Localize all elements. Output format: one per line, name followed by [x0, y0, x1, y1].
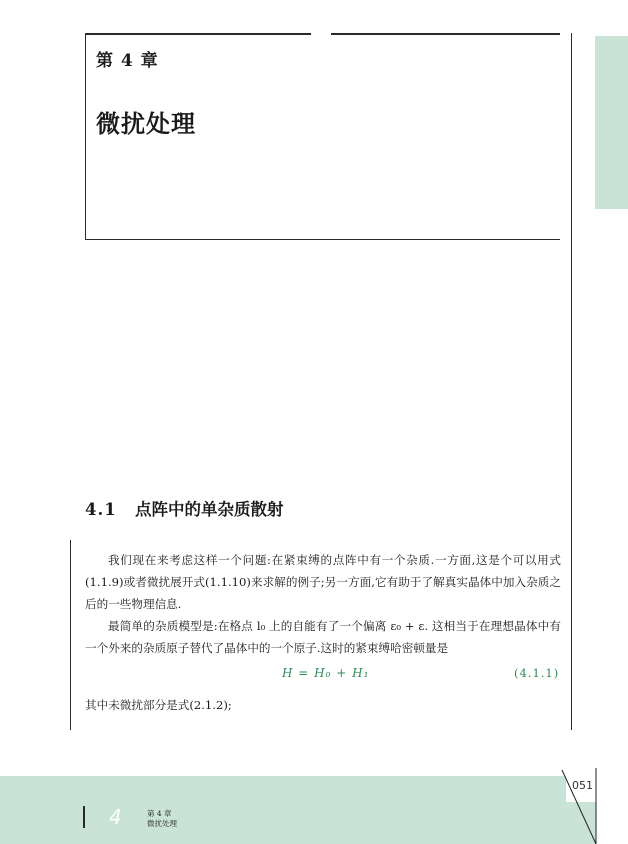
top-rule-right [331, 33, 560, 35]
footer-chapter-digit: 4 [109, 805, 122, 829]
right-border [571, 33, 572, 730]
section-heading [85, 496, 284, 520]
paragraph-1 [85, 549, 561, 615]
top-rule-left [85, 33, 311, 35]
footer-corner-lines [560, 768, 628, 844]
left-margin-tick [70, 540, 71, 730]
equation: H = H₀ + H₁ [282, 666, 370, 680]
footer-band [0, 776, 566, 802]
side-tab [595, 36, 628, 209]
chapter-title: 微扰处理 [96, 109, 196, 138]
section-title: 点阵中的单杂质散射 [135, 500, 284, 519]
footer-band-lower [0, 802, 596, 844]
footer-divider [83, 806, 85, 828]
page-number: 051 [572, 779, 593, 792]
chapter-label: 第 4 章 [96, 51, 159, 71]
section-number: 4.1 [85, 500, 117, 519]
paragraph-2 [85, 615, 561, 659]
footer-chapter-title: 微扰处理 [147, 819, 177, 828]
header-bottom-rule [85, 239, 560, 240]
footer-chapter-label: 第 4 章 [147, 809, 172, 818]
paragraph-text: 最简单的杂质模型是:在格点 l₀ 上的自能有了一个偏离 ε₀ + ε. 这相当于在理想晶体中有一个外来的杂质原子替代了晶体中的一个原子.这时的紧束缚哈密顿量是 [85, 619, 561, 655]
left-border [85, 33, 86, 240]
paragraph-tail: 其中未微扰部分是式(2.1.2); [85, 698, 232, 712]
equation-number: (4.1.1) [514, 666, 560, 680]
paragraph-text: 我们现在来考虑这样一个问题:在紧束缚的点阵中有一个杂质.一方面,这是个可以用式(1.1.9)或者微扰展开式(1.1.10)来求解的例子;另一方面,它有助于了解真实晶体中加入杂质之后的一些物理信息. [85, 553, 561, 611]
